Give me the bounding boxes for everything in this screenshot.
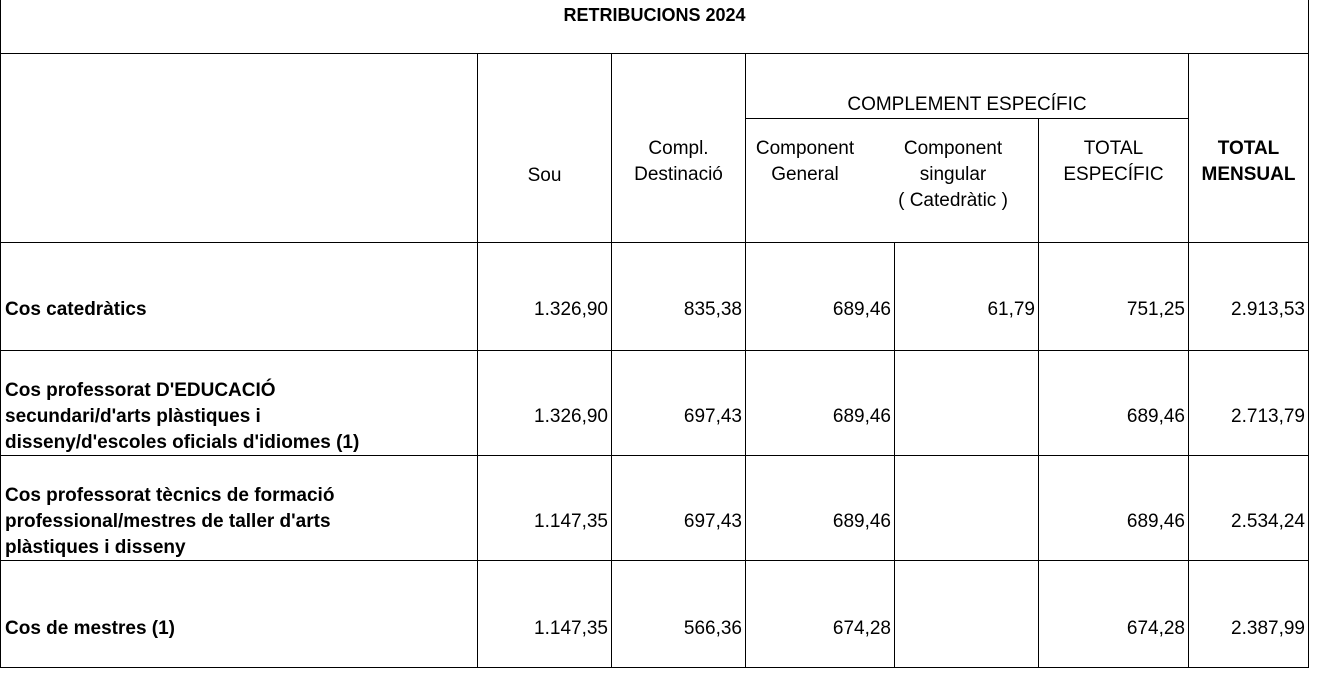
grid-line bbox=[0, 53, 1309, 54]
cell-total-especific: 751,25 bbox=[1126, 299, 1185, 320]
row-label bbox=[5, 378, 359, 456]
row-label-line: Cos professorat tècnics de formació bbox=[5, 485, 335, 506]
row-label-line: professional/mestres de taller d'arts bbox=[5, 511, 331, 532]
row-label: Cos catedràtics bbox=[5, 299, 147, 320]
cell-total-mensual: 2.534,24 bbox=[1231, 511, 1305, 532]
grid-line bbox=[0, 667, 1309, 668]
row-label-line: secundari/d'arts plàstiques i bbox=[5, 406, 261, 427]
row-label-line: plàstiques i disseny bbox=[5, 537, 186, 558]
header-line: Compl. bbox=[648, 138, 709, 159]
cell-total-mensual: 2.713,79 bbox=[1231, 406, 1305, 427]
header-complement-especific: COMPLEMENT ESPECÍFIC bbox=[847, 94, 1087, 115]
cell-total-especific: 689,46 bbox=[1126, 406, 1185, 427]
header-line: Component bbox=[755, 138, 855, 159]
cell-component-general: 689,46 bbox=[832, 406, 891, 427]
header-line: Component bbox=[903, 138, 1003, 159]
header-line: General bbox=[771, 164, 839, 185]
header-line: Destinació bbox=[634, 164, 723, 185]
cell-sou: 1.326,90 bbox=[534, 299, 608, 320]
cell-sou: 1.147,35 bbox=[534, 618, 608, 639]
cell-component-singular: 61,79 bbox=[987, 299, 1035, 320]
grid-line bbox=[745, 118, 1189, 119]
table-title: RETRIBUCIONS 2024 bbox=[563, 5, 746, 25]
row-label-line: Cos professorat D'EDUCACIÓ bbox=[5, 380, 276, 401]
grid-line bbox=[1308, 0, 1309, 668]
header-line: TOTAL bbox=[1083, 138, 1144, 159]
header-line: ESPECÍFIC bbox=[1063, 164, 1164, 185]
header-total-mensual bbox=[1189, 136, 1308, 188]
header-compl-destinacio bbox=[612, 136, 745, 188]
row-label-line: disseny/d'escoles oficials d'idiomes (1) bbox=[5, 432, 360, 453]
header-line: ( Catedràtic ) bbox=[898, 190, 1008, 211]
header-component-general bbox=[746, 136, 864, 188]
cell-compl-destinacio: 566,36 bbox=[683, 618, 742, 639]
cell-compl-destinacio: 835,38 bbox=[683, 299, 742, 320]
grid-line bbox=[894, 242, 895, 668]
cell-total-mensual: 2.387,99 bbox=[1231, 618, 1305, 639]
grid-line bbox=[1038, 118, 1039, 668]
header-total-especific bbox=[1039, 136, 1188, 188]
header-line: TOTAL bbox=[1217, 138, 1280, 159]
cell-component-general: 674,28 bbox=[832, 618, 891, 639]
cell-sou: 1.326,90 bbox=[534, 406, 608, 427]
header-line: MENSUAL bbox=[1201, 164, 1296, 185]
cell-component-general: 689,46 bbox=[832, 299, 891, 320]
cell-compl-destinacio: 697,43 bbox=[683, 406, 742, 427]
header-line: singular bbox=[919, 164, 987, 185]
grid-line bbox=[477, 53, 478, 668]
grid-line bbox=[0, 0, 1, 668]
cell-total-especific: 674,28 bbox=[1126, 618, 1185, 639]
cell-component-general: 689,46 bbox=[832, 511, 891, 532]
cell-total-especific: 689,46 bbox=[1126, 511, 1185, 532]
cell-sou: 1.147,35 bbox=[534, 511, 608, 532]
row-label: Cos de mestres (1) bbox=[5, 618, 176, 639]
cell-compl-destinacio: 697,43 bbox=[683, 511, 742, 532]
header-sou: Sou bbox=[527, 165, 562, 186]
grid-line bbox=[0, 242, 1309, 243]
cell-total-mensual: 2.913,53 bbox=[1231, 299, 1305, 320]
grid-line bbox=[0, 350, 1309, 351]
header-component-singular bbox=[882, 136, 1024, 214]
row-label bbox=[5, 483, 334, 561]
